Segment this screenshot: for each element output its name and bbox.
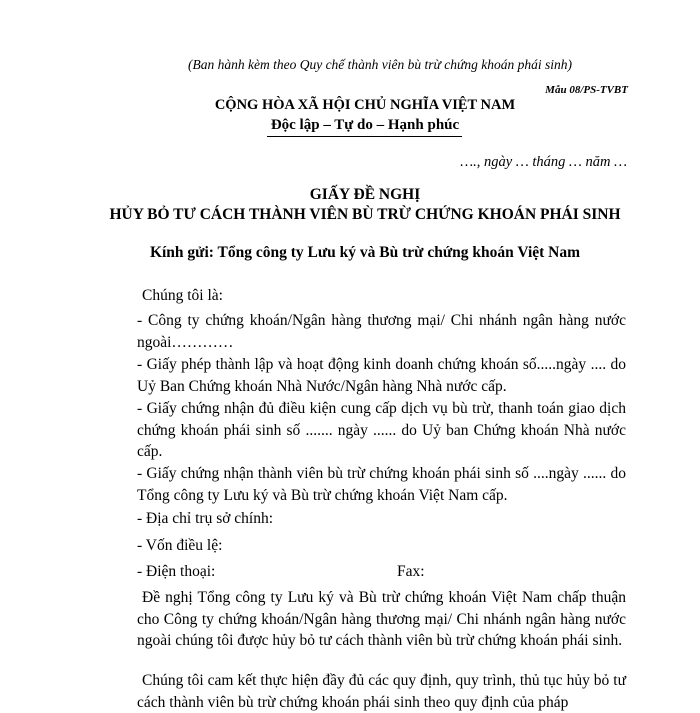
company-type-text: - Công ty chứng khoán/Ngân hàng thương mại/ Chi nhánh ngân hàng nước ngoài………… [137,312,626,351]
member-cert-text: - Giấy chứng nhận thành viên bù trừ chứng khoán phái sinh số ....ngày ...... do Tổng công ty Lưu ký và Bù trừ chứng khoán Việt Nam cấp. [137,465,626,504]
recipient-line: Kính gửi: Tổng công ty Lưu ký và Bù trừ chứng khoán Việt Nam [149,244,581,261]
country-name: CỘNG HÒA XÃ HỘI CHỦ NGHĨA VIỆT NAM [214,97,516,113]
document-title: GIẤY ĐỀ NGHỊ [309,186,421,203]
intro-text: Chúng tôi là: [142,287,223,304]
national-motto: Độc lập – Tự do – Hạnh phúc [270,117,460,133]
phone-fax-row [137,561,626,583]
eligibility-cert-text: - Giấy chứng nhận đủ điều kiện cung cấp dịch vụ bù trừ, thanh toán giao dịch chứng khoán phái sinh số ....... ngày ...... do Uỷ ban Chứng khoán Nhà nước cấp. [137,400,626,460]
form-code: Mẫu 08/PS-TVBT [545,84,628,96]
motto-underline [267,136,462,137]
address-label: - Địa chỉ trụ sở chính: [137,510,274,527]
request-text: Đề nghị Tổng công ty Lưu ký và Bù trừ chứng khoán Việt Nam chấp thuận cho Công ty chứng khoán/Ngân hàng thương mại/ Chi nhánh ngân hàng nước ngoài chúng tôi được hủy bỏ tư cách thành viên bù trừ chứng khoán phái sinh. [137,589,626,649]
fax-label: Fax: [397,563,425,580]
phone-label: - Điện thoại: [137,563,216,580]
business-license-text: - Giấy phép thành lập và hoạt động kinh doanh chứng khoán số.....ngày .... do Uỷ Ban Chứng khoán Nhà Nước/Ngân hàng Nhà nước cấp. [137,356,626,395]
date-line: …., ngày … tháng … năm … [460,154,627,170]
document-subtitle: HỦY BỎ TƯ CÁCH THÀNH VIÊN BÙ TRỪ CHỨNG KHOÁN PHÁI SINH [109,206,621,223]
commitment-text: Chúng tôi cam kết thực hiện đầy đủ các quy định, quy trình, thủ tục hủy bỏ tư cách thành viên bù trừ chứng khoán phái sinh theo quy định của pháp [137,672,626,711]
capital-label: - Vốn điều lệ: [137,537,223,554]
issued-note: (Ban hành kèm theo Quy chế thành viên bù trừ chứng khoán phái sinh) [187,57,573,72]
